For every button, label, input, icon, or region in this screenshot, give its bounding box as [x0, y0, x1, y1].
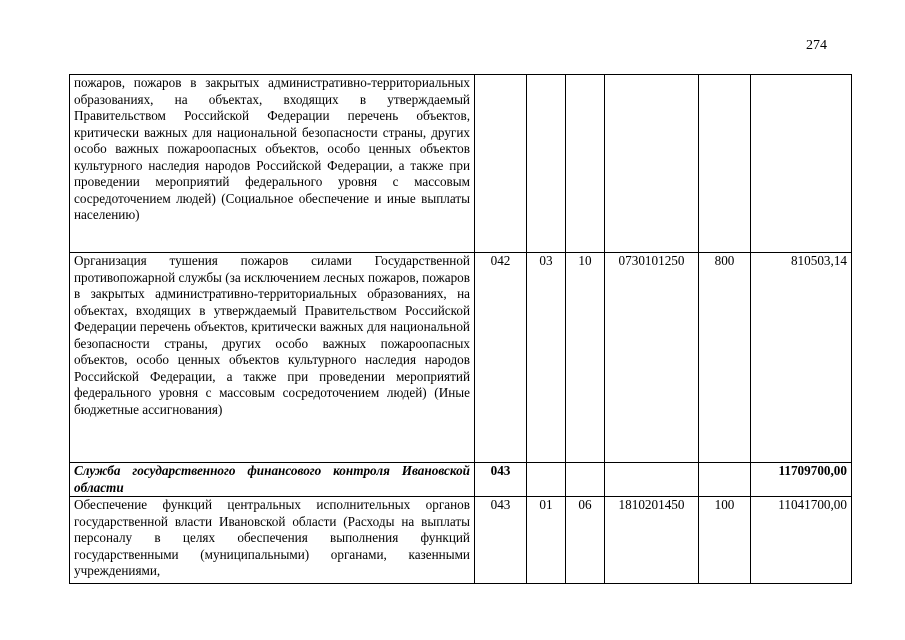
subsection-code: [566, 75, 605, 253]
ministry-code: [475, 75, 527, 253]
expense-type-code: [699, 463, 751, 497]
target-article-code: [605, 75, 699, 253]
row-description: Организация тушения пожаров силами Государственной противопожарной службы (за исключением лесных пожаров, пожаров в закрытых административно-территориальных образованиях, на объектах, входящих в утверждаемый Правительством Российской Федерации перечень объектов, критически важных для национальной безопасности страны, других особо важных пожароопасных объектов, особо ценных объектов культурного наследия народов Российской Федерации, а также при проведении мероприятий федерального уровня с массовым сосредоточением людей) (Иные бюджетные ассигнования): [70, 253, 475, 463]
table-row: [70, 75, 852, 253]
expense-type-code: 100: [699, 497, 751, 584]
subsection-code: 06: [566, 497, 605, 584]
table-row: [70, 463, 852, 497]
ministry-code: 043: [475, 463, 527, 497]
row-description: Обеспечение функций центральных исполнительных органов государственной власти Ивановской области (Расходы на выплаты персоналу в целях обеспечения выполнения функций государственными (муниципальными) органами, казенными учреждениями,: [70, 497, 475, 584]
section-code: 01: [527, 497, 566, 584]
target-article-code: [605, 463, 699, 497]
amount: [751, 75, 852, 253]
subsection-code: [566, 463, 605, 497]
page-number: 274: [806, 38, 827, 53]
target-article-code: 0730101250: [605, 253, 699, 463]
table-row: [70, 253, 852, 463]
amount: 810503,14: [751, 253, 852, 463]
row-description: Служба государственного финансового контроля Ивановской области: [70, 463, 475, 497]
target-article-code: 1810201450: [605, 497, 699, 584]
table-row: [70, 497, 852, 584]
row-description: пожаров, пожаров в закрытых административно-территориальных образованиях, на объектах, входящих в утверждаемый Правительством Российской Федерации перечень объектов, критически важных для национальной безопасности страны, других особо важных пожароопасных объектов, особо ценных объектов культурного наследия народов Российской Федерации, а также при проведении мероприятий федерального уровня с массовым сосредоточением людей) (Социальное обеспечение и иные выплаты населению): [70, 75, 475, 253]
expense-type-code: [699, 75, 751, 253]
ministry-code: 042: [475, 253, 527, 463]
amount: 11709700,00: [751, 463, 852, 497]
ministry-code: 043: [475, 497, 527, 584]
amount: 11041700,00: [751, 497, 852, 584]
section-code: [527, 75, 566, 253]
budget-table: [69, 74, 852, 584]
subsection-code: 10: [566, 253, 605, 463]
expense-type-code: 800: [699, 253, 751, 463]
section-code: [527, 463, 566, 497]
section-code: 03: [527, 253, 566, 463]
